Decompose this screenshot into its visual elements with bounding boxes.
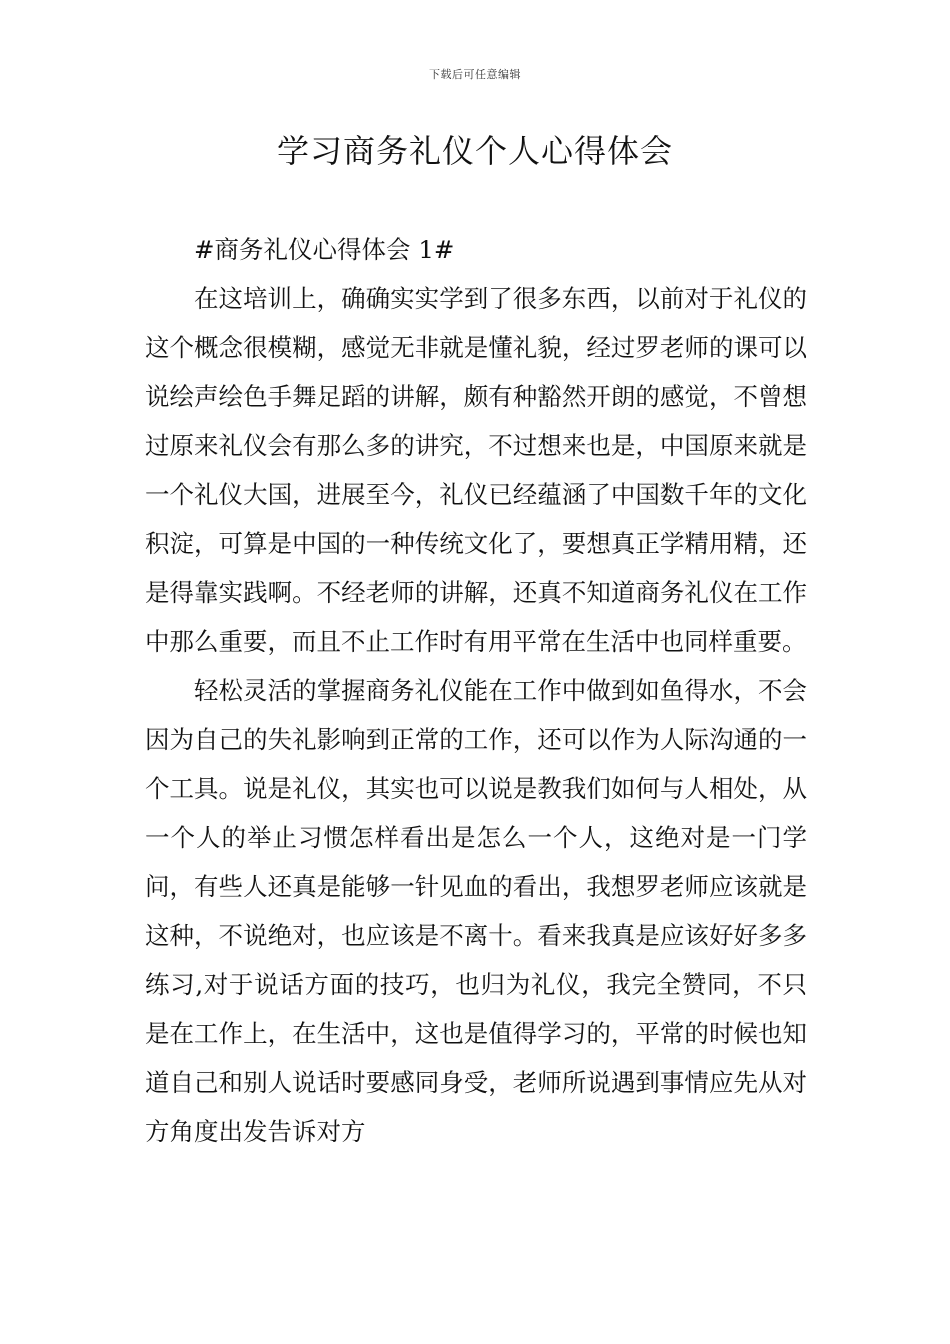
document-body [145,225,807,1156]
header-note: 下载后可任意编辑 [429,68,521,81]
paragraph: 在这培训上，确确实实学到了很多东西，以前对于礼仪的这个概念很模糊，感觉无非就是懂礼貌，经过罗老师的课可以说绘声绘色手舞足蹈的讲解，颇有种豁然开朗的感觉，不曾想过原来礼仪会有那么多的讲究，不过想来也是，中国原来就是一个礼仪大国，进展至今，礼仪已经蕴涵了中国数千年的文化积淀，可算是中国的一种传统文化了，要想真正学精用精，还是得靠实践啊。不经老师的讲解，还真不知道商务礼仪在工作中那么重要，而且不止工作时有用平常在生活中也同样重要。 [145,284,807,656]
paragraph: 轻松灵活的掌握商务礼仪能在工作中做到如鱼得水，不会因为自己的失礼影响到正常的工作，还可以作为人际沟通的一个工具。说是礼仪，其实也可以说是教我们如何与人相处，从一个人的举止习惯怎样看出是怎么一个人，这绝对是一门学问，有些人还真是能够一针见血的看出，我想罗老师应该就是这种，不说绝对，也应该是不离十。看来我真是应该好好多多练习,对于说话方面的技巧，也归为礼仪，我完全赞同，不只是在工作上，在生活中，这也是值得学习的，平常的时候也知道自己和别人说话时要感同身受，老师所说遇到事情应先从对方角度出发告诉对方 [145,676,807,1146]
section-heading: #商务礼仪心得体会 1# [194,235,455,264]
document-title: 学习商务礼仪个人心得体会 [276,132,673,170]
